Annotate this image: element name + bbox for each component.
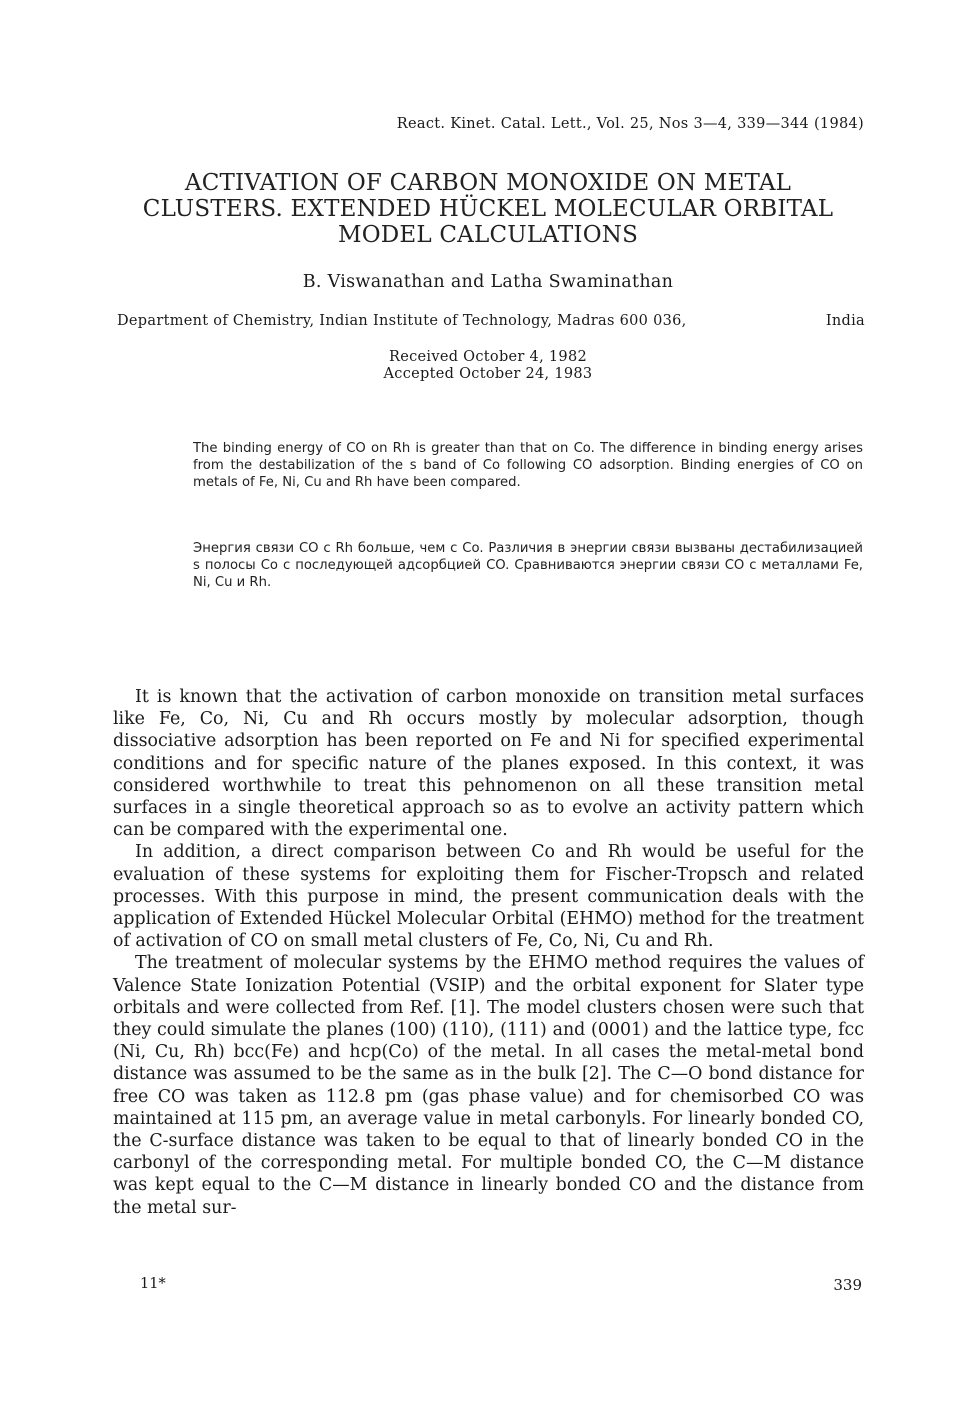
title-line-2: CLUSTERS. EXTENDED HÜCKEL MOLECULAR ORBITAL bbox=[142, 196, 834, 222]
body-paragraph-3: The treatment of molecular systems by the EHMO method requires the values of Valence State Ionization Potential (VSIP) and the orbital exponent for Slater type orbitals and were collected from Ref. [1]. The model clusters chosen were such that they could simulate the planes (100) (110), (111) and (0001) and the lattice type, fcc (Ni, Cu, Rh) bcc(Fe) and hcp(Co) of the metal. In all cases the metal-metal bond distance was assumed to be the same as in the bulk [2]. The C—O bond distance for free CO was taken as 112.8 pm (gas phase value) and for chemisorbed CO was maintained at 115 pm, an average value in metal carbonyls. For linearly bonded CO, the C-surface distance was taken to be equal to that of linearly bonded CO in the carbonyl of the corresponding metal. For multiple bonded CO, the C—M distance was kept equal to the C—M distance in linearly bonded CO and the distance from the metal sur- bbox=[113, 953, 864, 1218]
page-number: 339 bbox=[833, 1276, 862, 1294]
author-affiliation bbox=[117, 313, 865, 329]
abstract-russian: Энергия связи CO с Rh больше, чем с Co. Различия в энергии связи вызваны дестабилизацией s полосы Co с последующей адсорбцией CO. Сравниваются энергии связи CO с металлами Fe, Ni, Cu и Rh. bbox=[193, 541, 863, 590]
article-authors: B. Viswanathan and Latha Swaminathan bbox=[302, 272, 674, 292]
article-body bbox=[113, 686, 864, 1219]
affiliation-country: India bbox=[825, 313, 865, 329]
affiliation-institution: Department of Chemistry, Indian Institute of Technology, Madras 600 036, bbox=[117, 313, 687, 329]
body-paragraph-2: In addition, a direct comparison between Co and Rh would be useful for the evaluation of these systems for exploiting them for Fischer-Tropsch and related processes. With this purpose in mind, the present communication deals with the application of Extended Hückel Molecular Orbital (EHMO) method for the treatment of activation of CO on small metal clusters of Fe, Co, Ni, Cu and Rh. bbox=[113, 842, 864, 952]
body-paragraph-1: It is known that the activation of carbon monoxide on transition metal surfaces like Fe, Co, Ni, Cu and Rh occurs mostly by molecular adsorption, though dissociative adsorption has been reported on Fe and Ni for specified experimental conditions and for specific nature of the planes exposed. In this context, it was considered worthwhile to treat this pehnomenon on all these transition metal surfaces in a single theoretical approach so as to evolve an activity pattern which can be compared with the experimental one. bbox=[113, 687, 864, 841]
title-line-1: ACTIVATION OF CARBON MONOXIDE ON METAL bbox=[184, 170, 792, 196]
article-dates bbox=[0, 349, 976, 383]
abstract-english: The binding energy of CO on Rh is greater than that on Co. The difference in binding energy arises from the destabilization of the s band of Co following CO adsorption. Binding energies of CO on metals of Fe, Ni, Cu and Rh have been compared. bbox=[193, 441, 863, 490]
signature-mark: 11* bbox=[140, 1276, 166, 1292]
accepted-date: Accepted October 24, 1983 bbox=[383, 366, 593, 382]
journal-citation: React. Kinet. Catal. Lett., Vol. 25, Nos 3—4, 339—344 (1984) bbox=[396, 116, 864, 132]
article-title bbox=[100, 170, 876, 248]
title-line-3: MODEL CALCULATIONS bbox=[337, 222, 639, 248]
received-date: Received October 4, 1982 bbox=[388, 349, 587, 365]
